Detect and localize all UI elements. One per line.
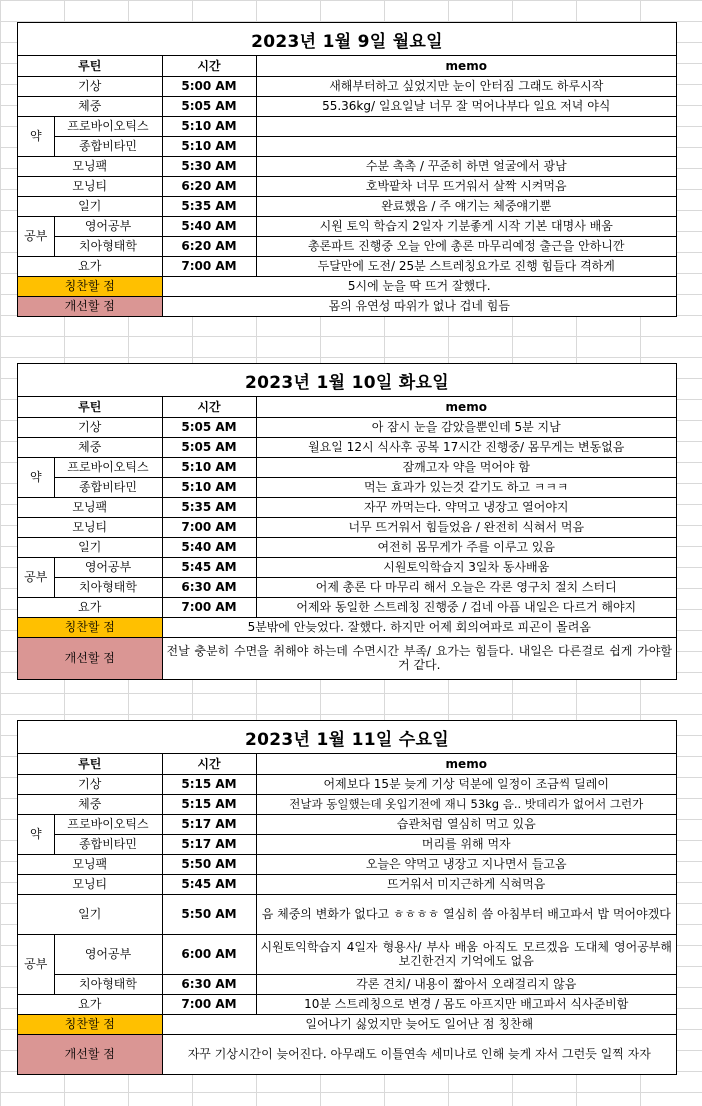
routine-cell: 모닝팩: [18, 497, 162, 517]
improve-text: 몸의 유연성 따위가 없나 겁네 힘듬: [162, 296, 676, 316]
improve-label: 개선할 점: [18, 637, 162, 679]
memo-header: memo: [256, 397, 676, 417]
praise-row: [18, 1014, 676, 1034]
table-row: [18, 774, 676, 794]
table-row: [18, 517, 676, 537]
time-cell: 5:15 AM: [162, 794, 256, 814]
time-cell: 6:00 AM: [162, 934, 256, 974]
routine-cell: 체중: [18, 96, 162, 116]
table-row: [18, 176, 676, 196]
table-row: [18, 76, 676, 96]
praise-text: 5분밖에 안늦었다. 잘했다. 하지만 어제 회의여파로 피곤이 몰려옴: [162, 617, 676, 637]
routine-cell: 기상: [18, 774, 162, 794]
time-header: 시간: [162, 56, 256, 76]
table-row: [18, 477, 676, 497]
routine-table: [18, 754, 676, 1074]
memo-cell: 월요일 12시 식사후 공복 17시간 진행중/ 몸무게는 변동없음: [256, 437, 676, 457]
routine-cell: 치아형태학: [54, 236, 162, 256]
routine-header: 루틴: [18, 397, 162, 417]
time-cell: 5:45 AM: [162, 874, 256, 894]
routine-cell: 모닝팩: [18, 156, 162, 176]
routine-cell: 기상: [18, 76, 162, 96]
memo-cell: 오늘은 약먹고 냉장고 지나면서 들고옴: [256, 854, 676, 874]
memo-cell: 55.36kg/ 일요일날 너무 잘 먹어나부다 일요 저녁 야식: [256, 96, 676, 116]
header-row: [18, 56, 676, 76]
routine-cell: 기상: [18, 417, 162, 437]
memo-cell: 총론파트 진행중 오늘 안에 총론 마무리예정 출근을 안하니깐: [256, 236, 676, 256]
routine-cell: 종합비타민: [54, 136, 162, 156]
memo-cell: 습관처럼 열심히 먹고 있음: [256, 814, 676, 834]
group-label-gongbu: 공부: [18, 557, 54, 597]
improve-row: [18, 1034, 676, 1074]
table-row: [18, 136, 676, 156]
table-row: [18, 894, 676, 934]
table-row: [18, 834, 676, 854]
time-cell: 5:05 AM: [162, 417, 256, 437]
praise-text: 5시에 눈을 딱 뜨거 잘했다.: [162, 276, 676, 296]
table-row: [18, 557, 676, 577]
time-cell: 5:00 AM: [162, 76, 256, 96]
time-cell: 5:17 AM: [162, 834, 256, 854]
memo-cell: 10분 스트레칭으로 변경 / 몸도 아프지만 배고파서 식사준비함: [256, 994, 676, 1014]
memo-cell: 잠깨고자 약을 먹어야 함: [256, 457, 676, 477]
table-row: [18, 437, 676, 457]
improve-label: 개선할 점: [18, 296, 162, 316]
time-cell: 5:10 AM: [162, 457, 256, 477]
table-row: [18, 417, 676, 437]
routine-cell: 영어공부: [54, 934, 162, 974]
routine-cell: 요가: [18, 597, 162, 617]
table-row: [18, 577, 676, 597]
table-row: [18, 116, 676, 136]
memo-cell: 어제와 동일한 스트레칭 진행중 / 겁네 아픔 내일은 다르거 해야지: [256, 597, 676, 617]
time-cell: 5:40 AM: [162, 216, 256, 236]
group-label-gongbu: 공부: [18, 216, 54, 256]
time-cell: 7:00 AM: [162, 517, 256, 537]
table-row: [18, 794, 676, 814]
memo-cell: 어제보다 15분 늦게 기상 덕분에 일정이 조금씩 딜레이: [256, 774, 676, 794]
memo-header: memo: [256, 56, 676, 76]
memo-cell: 자꾸 까먹는다. 약먹고 냉장고 열어야지: [256, 497, 676, 517]
memo-cell: 호박팥차 너무 뜨거워서 살짝 시켜먹음: [256, 176, 676, 196]
table-row: [18, 934, 676, 974]
time-header: 시간: [162, 754, 256, 774]
memo-cell: 너무 뜨거워서 힘들었음 / 완전히 식혀서 먹음: [256, 517, 676, 537]
table-row: [18, 814, 676, 834]
routine-cell: 일기: [18, 537, 162, 557]
praise-label: 칭찬할 점: [18, 617, 162, 637]
table-row: [18, 216, 676, 236]
memo-cell: 완료했음 / 주 얘기는 체중얘기뿐: [256, 196, 676, 216]
time-cell: 5:45 AM: [162, 557, 256, 577]
routine-cell: 체중: [18, 794, 162, 814]
time-cell: 5:05 AM: [162, 96, 256, 116]
group-label-yak: 약: [18, 116, 54, 156]
table-row: [18, 256, 676, 276]
praise-label: 칭찬할 점: [18, 1014, 162, 1034]
table-row: [18, 537, 676, 557]
time-cell: 5:10 AM: [162, 136, 256, 156]
routine-cell: 모닝팩: [18, 854, 162, 874]
routine-cell: 종합비타민: [54, 834, 162, 854]
time-cell: 5:35 AM: [162, 196, 256, 216]
time-cell: 6:30 AM: [162, 974, 256, 994]
table-row: [18, 236, 676, 256]
table-row: [18, 597, 676, 617]
memo-cell: 시원토익학습지 4일자 형용사/ 부사 배움 아직도 모르겠음 도대체 영어공부해보긴한건지 기억에도 없음: [256, 934, 676, 974]
memo-cell: 여전히 몸무게가 주를 이루고 있음: [256, 537, 676, 557]
header-row: [18, 754, 676, 774]
memo-cell: 아 잠시 눈을 감았을뿐인데 5분 지남: [256, 417, 676, 437]
routine-cell: 모닝티: [18, 874, 162, 894]
day-sheet-3: [17, 720, 677, 1075]
memo-cell: [256, 136, 676, 156]
time-cell: 5:15 AM: [162, 774, 256, 794]
table-row: [18, 497, 676, 517]
improve-text: 전날 충분히 수면을 취해야 하는데 수면시간 부족/ 요가는 힘들다. 내일은 다른걸로 쉽게 가야할거 같다.: [162, 637, 676, 679]
routine-header: 루틴: [18, 754, 162, 774]
memo-cell: 먹는 효과가 있는것 같기도 하고 ㅋㅋㅋ: [256, 477, 676, 497]
routine-cell: 요가: [18, 994, 162, 1014]
praise-label: 칭찬할 점: [18, 276, 162, 296]
memo-cell: 시원토익학습지 3일차 동사배움: [256, 557, 676, 577]
time-cell: 5:05 AM: [162, 437, 256, 457]
routine-cell: 프로바이오틱스: [54, 814, 162, 834]
time-header: 시간: [162, 397, 256, 417]
table-row: [18, 974, 676, 994]
routine-table: [18, 56, 676, 316]
memo-cell: 음 체중의 변화가 없다고 ㅎㅎㅎㅎ 열심히 씀 아침부터 배고파서 밥 먹어야겠다: [256, 894, 676, 934]
table-row: [18, 994, 676, 1014]
routine-cell: 치아형태학: [54, 974, 162, 994]
memo-cell: 뜨거워서 미지근하게 식혀먹음: [256, 874, 676, 894]
group-label-yak: 약: [18, 457, 54, 497]
memo-cell: [256, 116, 676, 136]
group-label-yak: 약: [18, 814, 54, 854]
praise-text: 일어나기 싫었지만 늦어도 일어난 점 칭찬해: [162, 1014, 676, 1034]
day-title: 2023년 1월 11일 수요일: [18, 721, 676, 754]
routine-cell: 일기: [18, 894, 162, 934]
table-row: [18, 196, 676, 216]
time-cell: 5:35 AM: [162, 497, 256, 517]
time-cell: 5:50 AM: [162, 894, 256, 934]
routine-table: [18, 397, 676, 679]
routine-cell: 체중: [18, 437, 162, 457]
table-row: [18, 874, 676, 894]
time-cell: 5:40 AM: [162, 537, 256, 557]
time-cell: 5:50 AM: [162, 854, 256, 874]
time-cell: 7:00 AM: [162, 994, 256, 1014]
memo-cell: 새해부터하고 싶었지만 눈이 안터짐 그래도 하루시작: [256, 76, 676, 96]
improve-row: [18, 296, 676, 316]
time-cell: 5:30 AM: [162, 156, 256, 176]
routine-cell: 치아형태학: [54, 577, 162, 597]
memo-cell: 머리를 위해 먹자: [256, 834, 676, 854]
table-row: [18, 156, 676, 176]
table-row: [18, 96, 676, 116]
time-cell: 7:00 AM: [162, 256, 256, 276]
praise-row: [18, 617, 676, 637]
time-cell: 5:17 AM: [162, 814, 256, 834]
praise-row: [18, 276, 676, 296]
improve-text: 자꾸 기상시간이 늦어진다. 아무래도 이틀연속 세미나로 인해 늦게 자서 그런듯 일찍 자자: [162, 1034, 676, 1074]
memo-cell: 어제 총론 다 마무리 해서 오늘은 각론 영구치 절치 스터디: [256, 577, 676, 597]
routine-cell: 프로바이오틱스: [54, 116, 162, 136]
memo-cell: 각론 견치/ 내용이 짧아서 오래걸리지 않음: [256, 974, 676, 994]
routine-cell: 종합비타민: [54, 477, 162, 497]
time-cell: 5:10 AM: [162, 116, 256, 136]
day-title: 2023년 1월 9일 월요일: [18, 23, 676, 56]
routine-cell: 모닝티: [18, 517, 162, 537]
day-sheet-2: [17, 363, 677, 680]
memo-cell: 전날과 동일했는데 옷입기전에 재니 53kg 음.. 밧데리가 없어서 그런가: [256, 794, 676, 814]
table-row: [18, 457, 676, 477]
memo-cell: 수분 촉촉 / 꾸준히 하면 얼굴에서 광남: [256, 156, 676, 176]
table-row: [18, 854, 676, 874]
routine-cell: 영어공부: [54, 216, 162, 236]
routine-cell: 모닝티: [18, 176, 162, 196]
time-cell: 6:20 AM: [162, 236, 256, 256]
header-row: [18, 397, 676, 417]
routine-header: 루틴: [18, 56, 162, 76]
routine-cell: 요가: [18, 256, 162, 276]
day-title: 2023년 1월 10일 화요일: [18, 364, 676, 397]
time-cell: 7:00 AM: [162, 597, 256, 617]
improve-row: [18, 637, 676, 679]
improve-label: 개선할 점: [18, 1034, 162, 1074]
time-cell: 6:20 AM: [162, 176, 256, 196]
memo-header: memo: [256, 754, 676, 774]
day-sheet-1: [17, 22, 677, 317]
routine-cell: 일기: [18, 196, 162, 216]
memo-cell: 시원 토익 학습지 2일자 기분좋게 시작 기본 대명사 배움: [256, 216, 676, 236]
routine-cell: 프로바이오틱스: [54, 457, 162, 477]
memo-cell: 두달만에 도전/ 25분 스트레칭요가로 진행 힘들다 격하게: [256, 256, 676, 276]
group-label-gongbu: 공부: [18, 934, 54, 994]
routine-cell: 영어공부: [54, 557, 162, 577]
time-cell: 5:10 AM: [162, 477, 256, 497]
time-cell: 6:30 AM: [162, 577, 256, 597]
